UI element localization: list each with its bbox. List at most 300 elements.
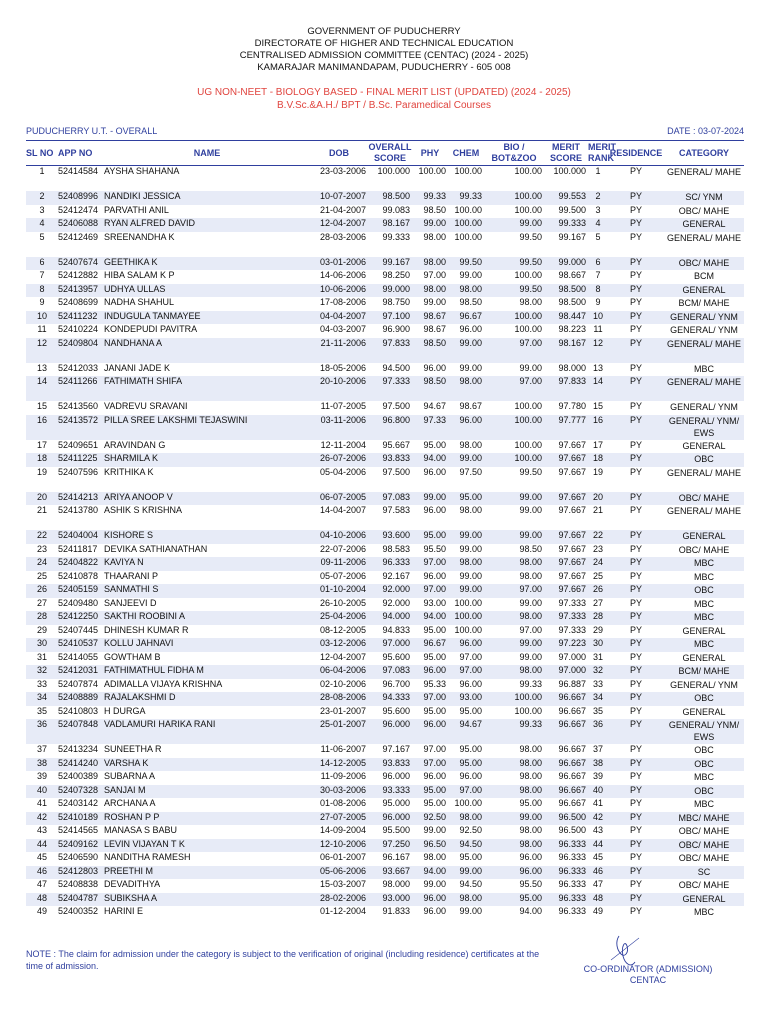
cell-residence: PY — [629, 505, 642, 515]
cell-chem: 99.00 — [448, 584, 484, 598]
cell-merit-rank: 38 — [588, 758, 608, 772]
cell-appno: 52411266 — [58, 376, 104, 401]
cell-merit-score: 96.333 — [558, 852, 586, 862]
cell-overall: 92.000 — [368, 584, 412, 598]
cell-merit-score: 96.667 — [558, 771, 586, 781]
cell-appno: 52407874 — [58, 678, 99, 689]
cell-dob: 06-07-2005 — [310, 492, 368, 506]
cell-name: UDHYA ULLAS — [104, 284, 310, 298]
cell-category: OBC/ MAHE — [678, 205, 730, 216]
cell-appno: 52409162 — [58, 839, 104, 853]
cell-residence: PY — [629, 166, 642, 176]
cell-dob: 28-08-2006 — [310, 692, 368, 706]
cell-chem: 99.00 — [459, 362, 482, 373]
cell-dob: 14-12-2005 — [310, 758, 368, 772]
cell-merit-score: 99.000 — [544, 257, 588, 271]
cell-dob: 10-07-2007 — [310, 191, 368, 205]
cell-phy: 96.00 — [412, 665, 448, 679]
cell-slno: 36 — [26, 719, 58, 744]
cell-merit-score: 98.500 — [558, 297, 586, 307]
cell-category: GENERAL — [664, 284, 744, 298]
cell-overall: 97.583 — [382, 505, 410, 515]
cell-name: PREETHI M — [104, 866, 310, 880]
cell-category: GENERAL/ MAHE — [666, 167, 742, 177]
cell-merit-rank: 35 — [592, 705, 603, 716]
cell-chem: 98.00 — [448, 812, 484, 826]
cell-slno: 30 — [26, 638, 58, 652]
cell-merit-rank: 18 — [588, 453, 608, 467]
table-row — [26, 324, 744, 338]
signatory-title: CO-ORDINATOR (ADMISSION) — [583, 964, 713, 974]
cell-merit-score: 96.500 — [544, 812, 588, 826]
cell-category: GENERAL — [682, 652, 726, 663]
cell-merit-score: 97.333 — [558, 597, 586, 608]
cell-name: JANANI JADE K — [104, 362, 171, 373]
cell-slno: 34 — [26, 692, 58, 706]
cell-category: BCM/ MAHE — [664, 665, 744, 679]
cell-bio: 100.00 — [514, 401, 542, 411]
cell-category: MBC/ MAHE — [664, 812, 744, 826]
cell-slno: 42 — [26, 812, 58, 826]
cell-chem: 98.00 — [459, 439, 482, 450]
cell-category: MBC — [694, 772, 714, 782]
cell-chem: 95.00 — [459, 852, 482, 862]
cell-bio: 95.50 — [519, 879, 542, 889]
cell-phy: 99.33 — [412, 191, 448, 205]
cell-dob: 09-11-2006 — [310, 557, 368, 571]
header-govt: GOVERNMENT OF PUDUCHERRY — [307, 26, 461, 37]
cell-phy: 98.50 — [412, 376, 448, 401]
signatory-block — [578, 964, 718, 986]
cell-bio: 98.00 — [519, 825, 542, 835]
cell-name: SANJAI M — [104, 785, 310, 799]
cell-residence: PY — [608, 611, 664, 625]
cell-phy: 95.00 — [423, 705, 446, 716]
cell-bio: 98.00 — [484, 839, 544, 853]
cell-merit-rank: 28 — [588, 611, 608, 625]
header-committee: CENTRALISED ADMISSION COMMITTEE (CENTAC) (2024 - 2025) — [239, 50, 529, 61]
cell-chem: 94.67 — [448, 719, 484, 744]
cell-merit-score: 96.500 — [558, 825, 586, 835]
cell-name: PILLA SREE LAKSHMI TEJASWINI — [104, 415, 310, 440]
cell-dob: 26-10-2005 — [319, 597, 366, 608]
cell-category: OBC/ MAHE — [678, 880, 730, 890]
cell-residence: PY — [608, 584, 664, 598]
cell-dob: 14-09-2004 — [319, 825, 366, 835]
cell-merit-rank: 8 — [588, 284, 608, 298]
cell-appno: 52403142 — [58, 798, 99, 808]
cell-dob: 18-05-2006 — [319, 362, 366, 373]
table-row — [26, 679, 744, 693]
cell-bio: 99.50 — [519, 466, 542, 477]
cell-merit-rank: 30 — [588, 638, 608, 652]
list-title: UG NON-NEET - BIOLOGY BASED - FINAL MERIT LIST (UPDATED) (2024 - 2025) — [197, 87, 571, 98]
cell-dob: 23-01-2007 — [319, 705, 366, 716]
cell-merit-rank: 4 — [588, 218, 608, 232]
cell-slno: 43 — [36, 825, 47, 835]
cell-appno: 52414584 — [58, 166, 99, 176]
cell-name: THAARANI P — [104, 570, 159, 581]
table-row — [26, 866, 744, 880]
cell-bio: 100.00 — [514, 324, 542, 334]
cell-slno: 15 — [36, 401, 47, 411]
table-row — [26, 492, 744, 506]
table-row — [26, 692, 744, 706]
cell-merit-rank: 16 — [588, 415, 608, 440]
cell-bio: 99.00 — [484, 812, 544, 826]
cell-overall: 95.600 — [382, 705, 410, 716]
cell-name: GEETHIKA K — [104, 257, 310, 271]
cell-merit-score: 96.667 — [544, 785, 588, 799]
cell-merit-score: 98.223 — [558, 324, 586, 334]
cell-residence: PY — [608, 758, 664, 772]
cell-appno: 52407674 — [58, 257, 104, 271]
cell-slno: 26 — [26, 584, 58, 598]
cell-merit-score: 96.667 — [558, 798, 586, 808]
cell-overall: 97.000 — [368, 638, 412, 652]
cell-slno: 6 — [26, 257, 58, 271]
cell-overall: 96.800 — [368, 415, 412, 440]
cell-merit-rank: 2 — [588, 191, 608, 205]
cell-residence: PY — [629, 543, 642, 554]
cell-merit-rank: 31 — [592, 651, 603, 662]
cell-bio: 98.00 — [484, 785, 544, 799]
cell-bio: 98.00 — [484, 611, 544, 625]
cell-overall: 96.000 — [368, 812, 412, 826]
cell-chem: 97.50 — [459, 466, 482, 477]
cell-overall: 97.167 — [382, 744, 410, 754]
cell-appno: 52410189 — [58, 812, 104, 826]
table-row — [26, 598, 744, 612]
cell-name: HIBA SALAM K P — [104, 270, 175, 280]
cell-overall: 95.000 — [382, 798, 410, 808]
cell-dob: 05-06-2006 — [310, 866, 368, 880]
cell-slno: 27 — [36, 597, 47, 608]
list-info-bar — [26, 126, 744, 138]
cell-bio: 99.50 — [484, 284, 544, 298]
cell-bio: 98.00 — [484, 758, 544, 772]
cell-slno: 25 — [36, 570, 47, 581]
table-row — [26, 191, 744, 205]
cell-merit-rank: 29 — [592, 624, 603, 635]
cell-overall: 93.000 — [368, 893, 412, 907]
cell-residence: PY — [608, 415, 664, 440]
col-merit-rank: MERIT RANK — [588, 141, 608, 166]
cell-category: MBC — [664, 638, 744, 652]
table-row — [26, 311, 744, 325]
cell-overall: 91.833 — [382, 906, 410, 916]
cell-category: GENERAL — [664, 893, 744, 907]
cell-slno: 2 — [26, 191, 58, 205]
cell-phy: 96.00 — [412, 893, 448, 907]
cell-merit-rank: 7 — [595, 270, 601, 280]
cell-merit-rank: 36 — [588, 719, 608, 744]
table-row — [26, 744, 744, 758]
list-subtitle: B.V.Sc.&A.H./ BPT / B.Sc. Paramedical Courses — [277, 100, 491, 111]
cell-phy: 95.00 — [423, 651, 446, 662]
cell-bio: 98.00 — [519, 570, 542, 581]
cell-bio: 97.00 — [484, 338, 544, 363]
cell-dob: 14-04-2007 — [319, 505, 366, 515]
cell-name: ARAVINDAN G — [104, 439, 166, 450]
cell-overall: 93.600 — [368, 530, 412, 544]
cell-overall: 95.500 — [382, 825, 410, 835]
cell-name: SANJEEVI D — [104, 597, 157, 608]
cell-merit-rank: 23 — [592, 543, 603, 554]
cell-dob: 02-10-2006 — [319, 678, 366, 689]
cell-name: SHARMILA K — [104, 453, 310, 467]
cell-overall: 98.000 — [382, 879, 410, 889]
cell-merit-rank: 41 — [592, 798, 603, 808]
table-row — [26, 825, 744, 839]
cell-overall: 94.000 — [368, 611, 412, 625]
cell-appno: 52412882 — [58, 270, 99, 280]
cell-chem: 96.00 — [448, 415, 484, 440]
cell-chem: 95.00 — [459, 744, 482, 754]
cell-chem: 96.00 — [459, 771, 482, 781]
cell-category: MBC — [694, 907, 714, 917]
cell-category: GENERAL/ YNM — [670, 679, 738, 690]
table-row — [26, 852, 744, 866]
cell-dob: 06-01-2007 — [319, 852, 366, 862]
merit-list-table — [26, 140, 744, 920]
cell-phy: 94.67 — [423, 401, 446, 411]
cell-slno: 33 — [36, 678, 47, 689]
cell-appno: 52414565 — [58, 825, 99, 835]
table-row — [26, 453, 744, 467]
cell-residence: PY — [608, 866, 664, 880]
cell-slno: 13 — [36, 362, 47, 373]
cell-chem: 99.00 — [459, 270, 482, 280]
cell-category: GENERAL/ YNM — [670, 325, 738, 335]
cell-bio: 99.00 — [519, 362, 542, 373]
cell-residence: PY — [629, 297, 642, 307]
table-row — [26, 376, 744, 401]
cell-dob: 11-09-2006 — [320, 771, 366, 781]
cell-appno: 52408889 — [58, 692, 104, 706]
cell-appno: 52409804 — [58, 338, 104, 363]
cell-slno: 5 — [39, 231, 45, 242]
table-row — [26, 270, 744, 284]
header-address: KAMARAJAR MANIMANDAPAM, PUDUCHERRY - 605 008 — [257, 62, 511, 73]
cell-name: RYAN ALFRED DAVID — [104, 218, 310, 232]
table-body — [26, 166, 744, 920]
cell-merit-score: 97.667 — [558, 570, 586, 581]
cell-chem: 99.00 — [448, 338, 484, 363]
date-label: DATE : 03-07-2024 — [667, 126, 744, 136]
cell-phy: 98.00 — [423, 231, 446, 242]
cell-dob: 11-06-2007 — [320, 744, 366, 754]
cell-phy: 96.00 — [423, 362, 446, 373]
cell-residence: PY — [629, 570, 642, 581]
cell-slno: 22 — [26, 530, 58, 544]
cell-dob: 22-07-2006 — [319, 543, 366, 554]
cell-appno: 52406088 — [58, 218, 104, 232]
cell-chem: 98.00 — [448, 376, 484, 401]
cell-phy: 96.50 — [412, 839, 448, 853]
cell-slno: 21 — [36, 505, 47, 515]
cell-residence: PY — [608, 311, 664, 325]
cell-residence: PY — [608, 812, 664, 826]
cell-residence: PY — [608, 638, 664, 652]
cell-slno: 24 — [26, 557, 58, 571]
cell-slno: 10 — [26, 311, 58, 325]
cell-dob: 03-12-2006 — [310, 638, 368, 652]
cell-merit-score: 100.000 — [553, 166, 586, 176]
cell-category: GENERAL/ MAHE — [666, 232, 742, 243]
cell-phy: 95.33 — [423, 678, 446, 689]
cell-merit-rank: 40 — [588, 785, 608, 799]
cell-merit-rank: 19 — [592, 466, 603, 477]
cell-category: GENERAL/ MAHE — [664, 338, 744, 363]
cell-chem: 92.50 — [459, 825, 482, 835]
cell-chem: 96.00 — [448, 638, 484, 652]
admission-note: NOTE : The claim for admission under the category is subject to the verification of original (including residence) certificates at the time of admission. — [26, 949, 540, 971]
cell-merit-rank: 48 — [588, 893, 608, 907]
cell-bio: 99.00 — [484, 492, 544, 506]
cell-bio: 99.33 — [484, 719, 544, 744]
cell-appno: 52407848 — [58, 719, 104, 744]
table-row — [26, 297, 744, 311]
cell-category: OBC/ MAHE — [678, 826, 730, 836]
cell-dob: 04-03-2007 — [319, 324, 366, 334]
cell-appno: 52404004 — [58, 530, 104, 544]
cell-chem: 96.67 — [448, 311, 484, 325]
cell-overall: 100.000 — [377, 166, 410, 176]
cell-merit-rank: 44 — [588, 839, 608, 853]
cell-appno: 52405159 — [58, 584, 104, 598]
cell-category: SC — [664, 866, 744, 880]
cell-merit-rank: 27 — [592, 597, 603, 608]
table-row — [26, 706, 744, 720]
cell-overall: 97.833 — [368, 338, 412, 363]
cell-merit-score: 96.333 — [544, 866, 588, 880]
cell-slno: 31 — [36, 651, 47, 662]
cell-merit-score: 97.667 — [544, 492, 588, 506]
cell-phy: 94.00 — [412, 453, 448, 467]
cell-name: SREENANDHA K — [104, 231, 175, 242]
cell-bio: 99.00 — [519, 597, 542, 608]
cell-merit-score: 97.777 — [544, 415, 588, 440]
cell-appno: 52412033 — [58, 362, 99, 373]
cell-merit-score: 97.333 — [558, 624, 586, 635]
cell-dob: 21-11-2006 — [310, 338, 368, 363]
cell-overall: 97.250 — [368, 839, 412, 853]
cell-dob: 06-04-2006 — [310, 665, 368, 679]
cell-overall: 93.833 — [368, 758, 412, 772]
cell-slno: 47 — [36, 879, 47, 889]
cell-appno: 52407445 — [58, 624, 99, 635]
cell-chem: 100.00 — [454, 166, 482, 176]
table-row — [26, 338, 744, 363]
cell-bio: 97.00 — [519, 624, 542, 635]
col-chem: CHEM — [448, 141, 484, 166]
cell-name: ROSHAN P P — [104, 812, 310, 826]
cell-chem: 100.00 — [454, 231, 482, 242]
cell-merit-rank: 43 — [592, 825, 603, 835]
cell-merit-score: 96.333 — [558, 879, 586, 889]
table-row — [26, 257, 744, 271]
cell-category: GENERAL/ MAHE — [666, 467, 742, 478]
cell-category: GENERAL/ YNM/ EWS — [664, 719, 744, 744]
cell-name: ASHIK S KRISHNA — [104, 505, 183, 515]
cell-dob: 05-04-2006 — [319, 466, 366, 477]
cell-residence: PY — [629, 651, 642, 662]
cell-name: ARIYA ANOOP V — [104, 492, 310, 506]
cell-merit-score: 99.553 — [544, 191, 588, 205]
cell-bio: 99.00 — [484, 530, 544, 544]
col-phy: PHY — [412, 141, 448, 166]
table-row — [26, 719, 744, 744]
cell-dob: 04-04-2007 — [310, 311, 368, 325]
cell-name: DEVIKA SATHIANATHAN — [104, 543, 208, 554]
cell-residence: PY — [629, 798, 642, 808]
cell-residence: PY — [629, 439, 642, 450]
cell-appno: 52412803 — [58, 866, 104, 880]
cell-category: SC/ YNM — [664, 191, 744, 205]
cell-appno: 52408996 — [58, 191, 104, 205]
cell-bio: 99.00 — [484, 638, 544, 652]
cell-merit-score: 97.000 — [558, 651, 586, 662]
table-row — [26, 584, 744, 598]
cell-slno: 49 — [36, 906, 47, 916]
cell-chem: 99.33 — [448, 191, 484, 205]
cell-bio: 100.00 — [514, 166, 542, 176]
cell-slno: 39 — [36, 771, 47, 781]
cell-merit-score: 98.667 — [558, 270, 586, 280]
cell-name: FATHIMATHUL FIDHA M — [104, 665, 310, 679]
cell-appno: 52408838 — [58, 879, 99, 889]
cell-bio: 98.00 — [519, 744, 542, 754]
cell-phy: 96.00 — [423, 466, 446, 477]
cell-residence: PY — [629, 324, 642, 334]
cell-merit-score: 97.223 — [544, 638, 588, 652]
cell-slno: 32 — [26, 665, 58, 679]
cell-name: ARCHANA A — [104, 798, 156, 808]
cell-merit-rank: 12 — [588, 338, 608, 363]
cell-bio: 98.00 — [484, 557, 544, 571]
table-row — [26, 232, 744, 257]
cell-chem: 100.00 — [454, 798, 482, 808]
cell-chem: 98.50 — [459, 297, 482, 307]
table-row — [26, 638, 744, 652]
cell-overall: 96.700 — [382, 678, 410, 689]
cell-residence: PY — [608, 530, 664, 544]
cell-bio: 100.00 — [514, 439, 542, 450]
cell-appno: 52413560 — [58, 401, 99, 411]
cell-bio: 100.00 — [514, 270, 542, 280]
cell-phy: 94.00 — [412, 611, 448, 625]
cell-overall: 99.167 — [368, 257, 412, 271]
cell-appno: 52411232 — [58, 311, 104, 325]
cell-slno: 1 — [39, 166, 45, 176]
cell-slno: 11 — [37, 324, 47, 334]
cell-merit-rank: 3 — [595, 204, 601, 215]
cell-chem: 97.00 — [448, 665, 484, 679]
cell-overall: 99.083 — [382, 204, 410, 215]
cell-overall: 94.333 — [368, 692, 412, 706]
cell-slno: 41 — [36, 798, 47, 808]
cell-category: GENERAL — [682, 625, 726, 636]
cell-category: MBC — [694, 363, 714, 374]
cell-name: SAKTHI ROOBINI A — [104, 611, 310, 625]
cell-category: BCM/ MAHE — [678, 298, 730, 308]
cell-appno: 52409480 — [58, 597, 99, 608]
cell-merit-rank: 39 — [592, 771, 603, 781]
cell-merit-rank: 20 — [588, 492, 608, 506]
cell-residence: PY — [629, 906, 642, 916]
cell-category: OBC/ MAHE — [664, 257, 744, 271]
